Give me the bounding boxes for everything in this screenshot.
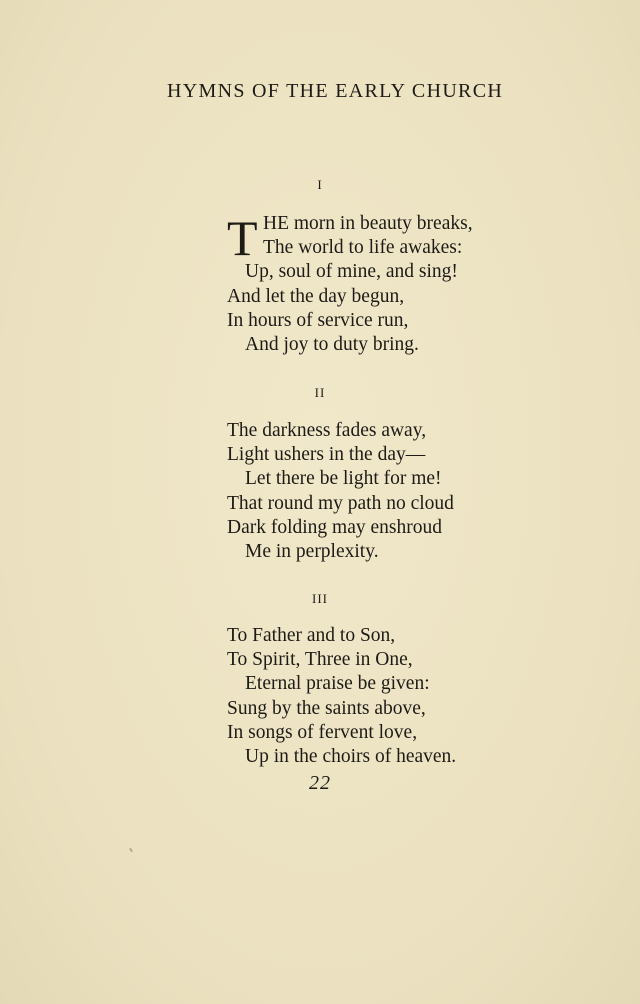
verse-line: In hours of service run, <box>227 309 409 331</box>
verse-line: Sung by the saints above, <box>227 697 426 719</box>
verse-line: The world to life awakes: <box>263 237 463 259</box>
verse-line: Up, soul of mine, and sing! <box>245 261 458 283</box>
stanza-numeral-1: I <box>317 177 323 192</box>
stanza-1 <box>227 212 527 357</box>
running-head: HYMNS OF THE EARLY CHURCH <box>167 80 504 102</box>
verse-line: That round my path no cloud <box>227 492 454 514</box>
paper-speck <box>129 848 133 852</box>
verse-line: Let there be light for me! <box>245 468 442 490</box>
verse-line: The darkness fades away, <box>227 420 427 441</box>
stanza-3 <box>227 624 527 769</box>
stanza-numeral-2: II <box>314 385 326 400</box>
verse-line: To Father and to Son, <box>227 625 396 646</box>
verse-line: Light ushers in the day— <box>227 444 426 466</box>
stanza-2 <box>227 419 527 564</box>
verse-line: In songs of fervent love, <box>227 721 418 743</box>
verse-line: To Spirit, Three in One, <box>227 649 413 671</box>
verse-line: HE morn in beauty breaks, <box>263 213 473 234</box>
page-number: 22 <box>309 772 331 794</box>
verse-line: Me in perplexity. <box>245 540 379 562</box>
verse-line: And let the day begun, <box>227 285 405 307</box>
stanza-numeral-3: III <box>312 591 328 606</box>
verse-line: Dark folding may enshroud <box>227 516 442 538</box>
verse-line: Up in the choirs of heaven. <box>245 745 457 767</box>
verse-line: And joy to duty bring. <box>245 333 419 355</box>
drop-cap: T <box>227 210 258 266</box>
verse-line: Eternal praise be given: <box>245 673 430 695</box>
